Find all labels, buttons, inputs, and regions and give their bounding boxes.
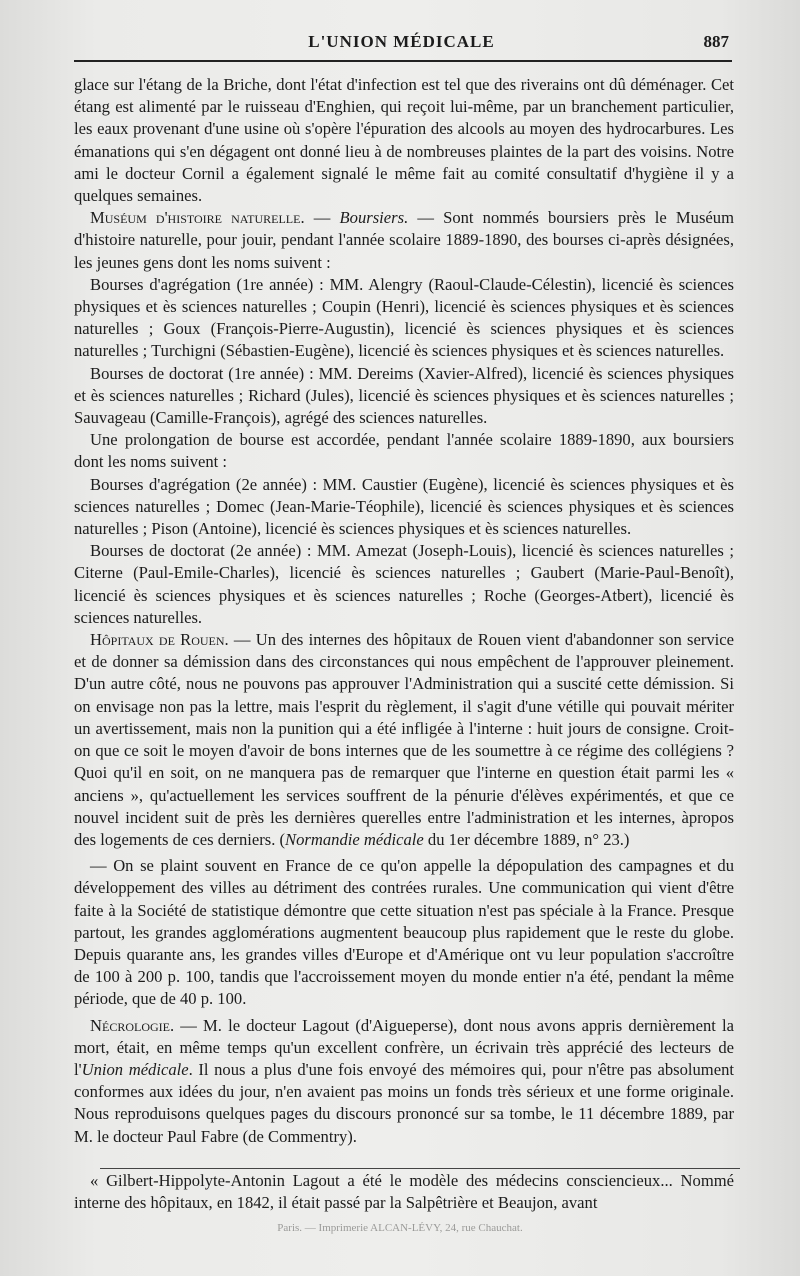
- paragraph-hopitaux-rouen: [74, 629, 734, 851]
- source-citation: Normandie médicale: [285, 829, 424, 849]
- paragraph-prolongation: [74, 429, 734, 473]
- paragraph-text: Bourses de doctorat (2e année) : MM. Amezat (Joseph-Louis), licencié ès sciences naturelles ; Citerne (Paul-Emile-Charles), licencié ès sciences naturelles ; Gaubert (Marie-Paul-Benoît), licencié ès sciences physiques et ès sciences naturelles ; Roche (Georges-Atbert), licencié ès sciences naturelles.: [74, 541, 734, 627]
- section-heading-necrologie: Nécrologie.: [90, 1015, 175, 1035]
- journal-reference: Union médicale: [81, 1059, 189, 1079]
- paragraph-text: Bourses de doctorat (1re année) : MM. Dereims (Xavier-Alfred), licencié ès sciences physiques et ès sciences naturelles ; Richard (Jules), licencié ès sciences physiques et ès sciences naturelles ; Sauvageau (Camille-François), agrégé des sciences naturelles.: [74, 363, 734, 428]
- paragraph-bourses-agregation-2: [74, 474, 734, 541]
- paragraph-text-tail: du 1er décembre 1889, n° 23.): [423, 829, 630, 849]
- paragraph-text: — On se plaint souvent en France de ce qu'on appelle la dépopulation des campagnes et du développement des villes au détriment des contrées rurales. Une communication qui vient d'être faite à la Société de statistique démontre que cette situation n'est pas spéciale à la France. Presque partout, les grandes agglomérations augmentent beaucoup plus rapidement que le reste du globe. Depuis quarante ans, les grandes villes d'Europe et d'Amérique ont vu leur population s'accroître de 100 à 200 p. 100, tandis que l'accroissement moyen du monde entier n'a été, pendant la même période, que de 40 p. 100.: [74, 856, 734, 1009]
- paragraph-etang: [74, 74, 734, 207]
- paragraph-necrologie: [74, 1015, 734, 1148]
- footer-text: [74, 1170, 734, 1214]
- section-heading-museum: Muséum d'histoire naturelle.: [90, 208, 305, 228]
- paragraph-text-tail: . Il nous a plus d'une fois envoyé des mémoires qui, pour n'être pas absolument conformes aux idées du jour, n'en avaient pas moins un fonds très sérieux et une forme originale. Nous reproduisons quelques pages du discours prononcé sur sa tombe, le 11 décembre 1889, par M. le docteur Paul Fabre (de Commentry).: [74, 1059, 734, 1146]
- quoted-eulogy: « Gilbert-Hippolyte-Antonin Lagout a été le modèle des médecins consciencieux... Nommé interne des hôpitaux, en 1842, il était passé par la Salpêtrière et Beaujon, avant: [74, 1171, 734, 1213]
- paragraph-text: — Un des internes des hôpitaux de Rouen vient d'abandonner son service et de donner sa démission dans des circonstances qui nous empêchent de l'approuver pleinement. D'un autre côté, nous ne pouvons pas approuver l'Administration qui a suscité cette démission. Si on envisage non pas la lettre, mais l'esprit du règlement, il s'agit d'une vétille qui pouvait mériter un avertissement, mais non la punition qui a été infligée à l'interne : huit jours de consigne. Croit-on que ce soit le moyen d'avoir de bons internes que de les soumettre à ce régime des collégiens ? Quoi qu'il en soit, on ne manquera pas de remarquer que l'interne en question était parmi les « anciens », qu'actuellement les services souffrent de la pénurie d'élèves expérimentés, et que ce nouvel incident suit de près les dernières querelles entre l'administration et les internes, àpropos des logements de ces derniers. (: [74, 630, 734, 849]
- paragraph-text: — Sont nommés boursiers près le Muséum d'histoire naturelle, pour jouir, pendant l'année scolaire 1889-1890, des bourses ci-après désignées, les jeunes gens dont les noms suivent :: [74, 208, 734, 272]
- paragraph-museum: Muséum d'histoire naturelle. — Boursiers. — Sont nommés boursiers près le Muséum d'histoire naturelle, pour jouir, pendant l'année scolaire 1889-1890, des bourses ci-après désignées, les jeunes gens dont les noms suivent :: [74, 208, 734, 272]
- paragraph-text: Une prolongation de bourse est accordée, pendant l'année scolaire 1889-1890, aux boursiers dont les noms suivent :: [74, 430, 734, 472]
- paragraph-text: Bourses d'agrégation (2e année) : MM. Caustier (Eugène), licencié ès sciences physiques et ès sciences naturelles ; Domec (Jean-Marie-Téophile), licencié ès sciences physiques et ès sciences naturelles ; Pison (Antoine), licencié ès sciences physiques et ès sciences naturelles.: [74, 474, 734, 539]
- journal-title: L'UNION MÉDICALE: [308, 32, 495, 51]
- paragraph-bourses-agregation-1: [74, 274, 734, 363]
- paragraph-depopulation: [74, 855, 734, 1010]
- subheading-boursiers: Boursiers.: [339, 208, 409, 228]
- section-heading-hopitaux: Hôpitaux de Rouen.: [90, 630, 229, 650]
- running-head: [74, 32, 729, 58]
- paragraph-text: glace sur l'étang de la Briche, dont l'état d'infection est tel que des riverains ont dû déménager. Cet étang est alimenté par le ruisseau d'Enghien, qui reçoit lui-même, par un branchement particulier, les eaux provenant d'une usine où s'opère l'épuration des alcools au moyen des hydrocarbures. Les émanations qui s'en dégagent ont donné lieu à de nombreuses plaintes de la part des voisins. Notre ami le docteur Cornil a également signalé le même fait au comité consultatif d'hygiène il y a quelques semaines.: [74, 75, 734, 206]
- page-number: 887: [703, 32, 729, 51]
- footer-rule: [100, 1168, 740, 1169]
- header-rule: [74, 60, 732, 62]
- body-text: [74, 74, 734, 1148]
- paragraph-text: Bourses d'agrégation (1re année) : MM. Alengry (Raoul-Claude-Célestin), licencié ès sciences physiques et ès sciences naturelles ; Coupin (Henri), licencié ès sciences physiques et ès sciences naturelles ; Goux (François-Pierre-Augustin), licencié ès sciences physiques et ès sciences naturelles ; Turchigni (Sébastien-Eugène), licencié ès sciences physiques et ès sciences naturelles.: [74, 274, 734, 361]
- printer-imprint: Paris. — Imprimerie ALCAN-LÉVY, 24, rue Chauchat.: [277, 1222, 523, 1234]
- paragraph-text: — M. le docteur Lagout (d'Aigueperse), dont nous avons appris dernièrement la mort, était, en même temps qu'un excellent confrère, un écrivain très apprécié des lecteurs de l': [74, 1015, 734, 1079]
- paragraph-bourses-doctorat-2: [74, 540, 734, 629]
- paragraph-bourses-doctorat-1: [74, 363, 734, 430]
